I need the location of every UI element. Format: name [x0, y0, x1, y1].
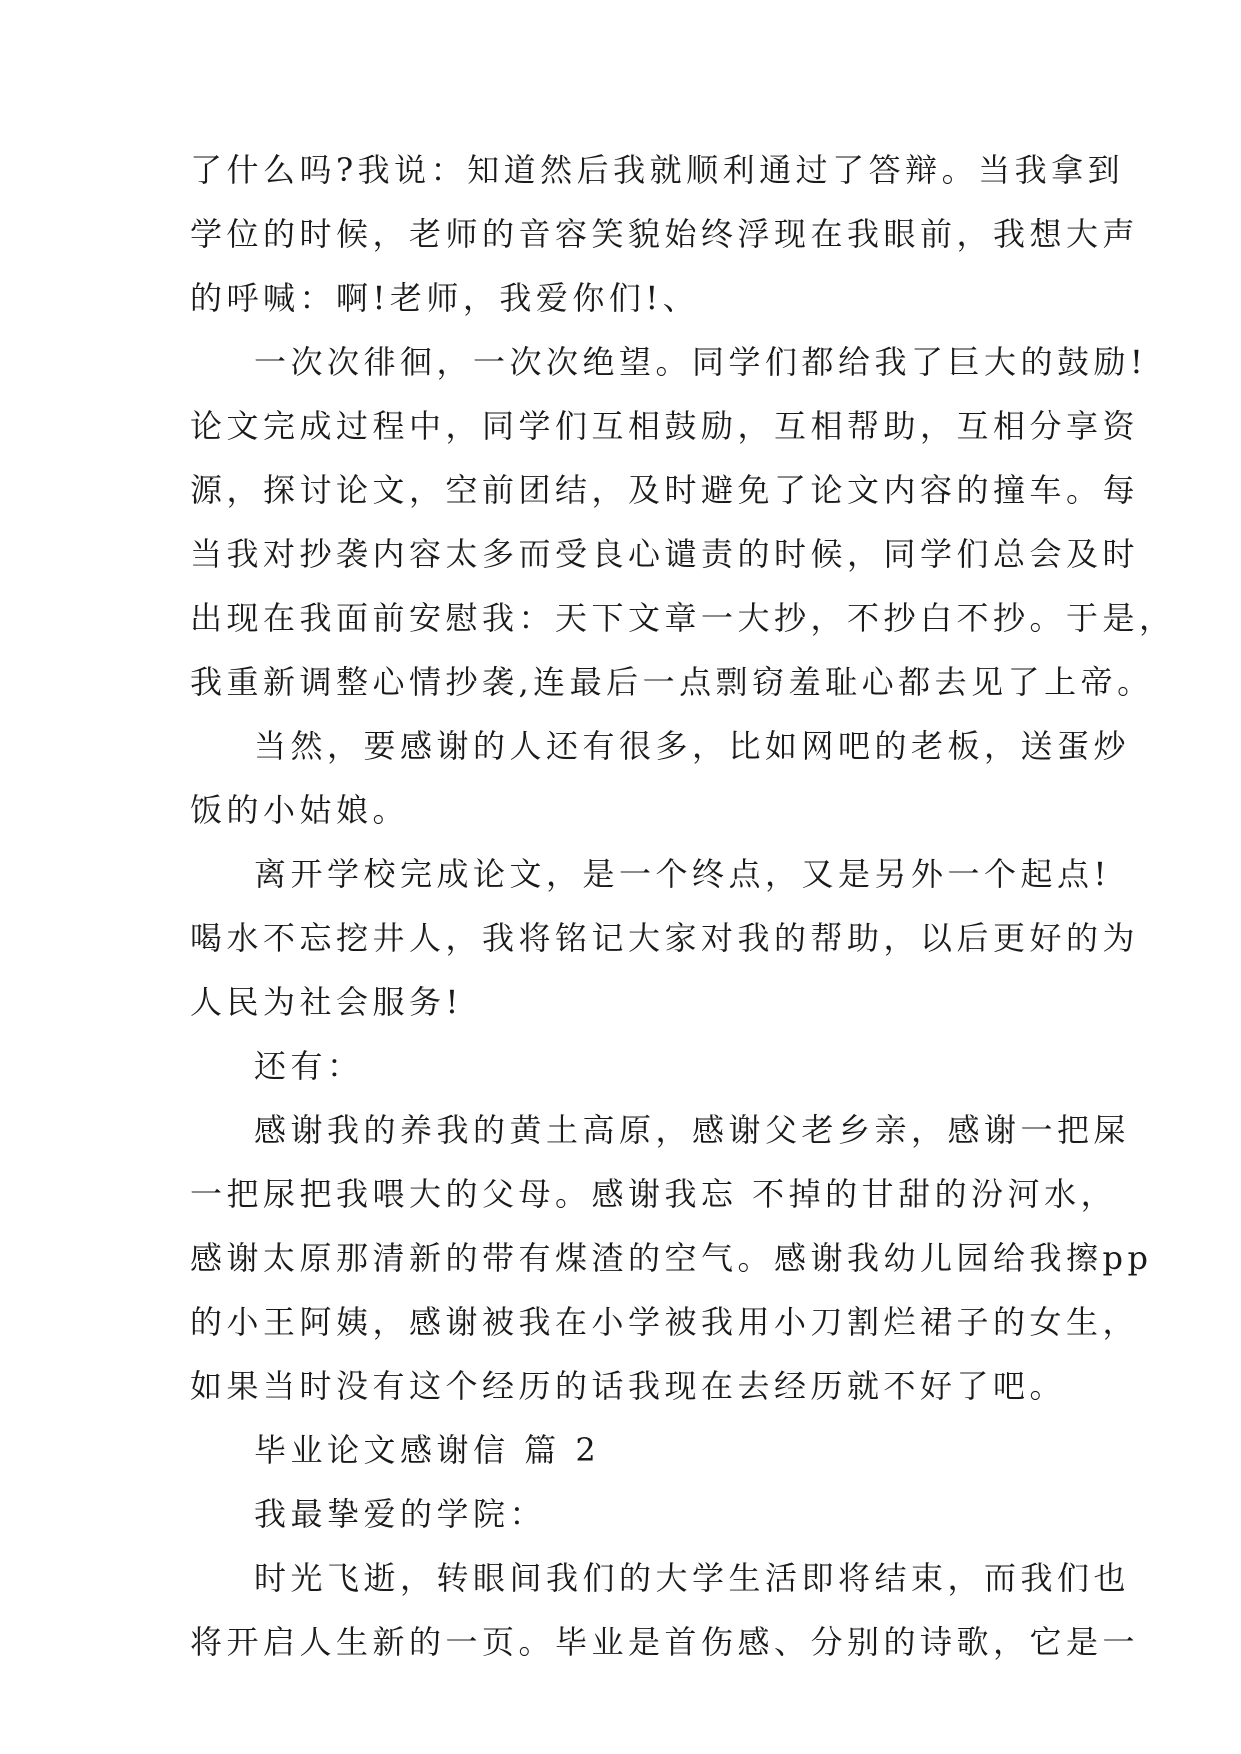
- text-line: 将开启人生新的一页。毕业是首伤感、分别的诗歌，它是一: [190, 1623, 1140, 1661]
- text-line: 的小王阿姨，感谢被我在小学被我用小刀割烂裙子的女生，: [190, 1303, 1140, 1341]
- text-line: 源，探讨论文，空前团结，及时避免了论文内容的撞车。每: [190, 471, 1140, 509]
- section-heading: 毕业论文感谢信 篇 2: [254, 1431, 601, 1469]
- text-line: 一把尿把我喂大的父母。感谢我忘 不掉的甘甜的汾河水，: [190, 1175, 1118, 1213]
- text-line: 如果当时没有这个经历的话我现在去经历就不好了吧。: [190, 1367, 1067, 1405]
- text-line: 人民为社会服务!: [190, 983, 463, 1021]
- text-line: 一次次徘徊，一次次绝望。同学们都给我了巨大的鼓励!: [254, 343, 1148, 381]
- text-line: 时光飞逝，转眼间我们的大学生活即将结束，而我们也: [254, 1559, 1131, 1597]
- text-line: 我重新调整心情抄袭,连最后一点剽窃羞耻心都去见了上帝。: [190, 663, 1154, 701]
- text-line: 学位的时候，老师的音容笑貌始终浮现在我眼前，我想大声: [190, 215, 1140, 253]
- text-line: 感谢我的养我的黄土高原，感谢父老乡亲，感谢一把屎: [254, 1111, 1131, 1149]
- text-line: 了什么吗?我说：知道然后我就顺利通过了答辩。当我拿到: [190, 151, 1125, 189]
- text-line: 感谢太原那清新的带有煤渣的空气。感谢我幼儿园给我擦pp: [190, 1239, 1153, 1277]
- text-line: 当然，要感谢的人还有很多，比如网吧的老板，送蛋炒: [254, 727, 1131, 765]
- text-line: 饭的小姑娘。: [190, 791, 410, 829]
- salutation: 我最挚爱的学院：: [254, 1495, 547, 1533]
- text-line: 当我对抄袭内容太多而受良心谴责的时候，同学们总会及时: [190, 535, 1140, 573]
- text-line: 离开学校完成论文，是一个终点，又是另外一个起点!: [254, 855, 1111, 893]
- text-line: 还有：: [254, 1047, 364, 1085]
- text-line: 出现在我面前安慰我：天下文章一大抄，不抄白不抄。于是，: [190, 599, 1176, 637]
- text-line: 论文完成过程中，同学们互相鼓励，互相帮助，互相分享资: [190, 407, 1140, 445]
- text-line: 喝水不忘挖井人，我将铭记大家对我的帮助，以后更好的为: [190, 919, 1140, 957]
- text-line: 的呼喊：啊!老师，我爱你们!、: [190, 279, 700, 317]
